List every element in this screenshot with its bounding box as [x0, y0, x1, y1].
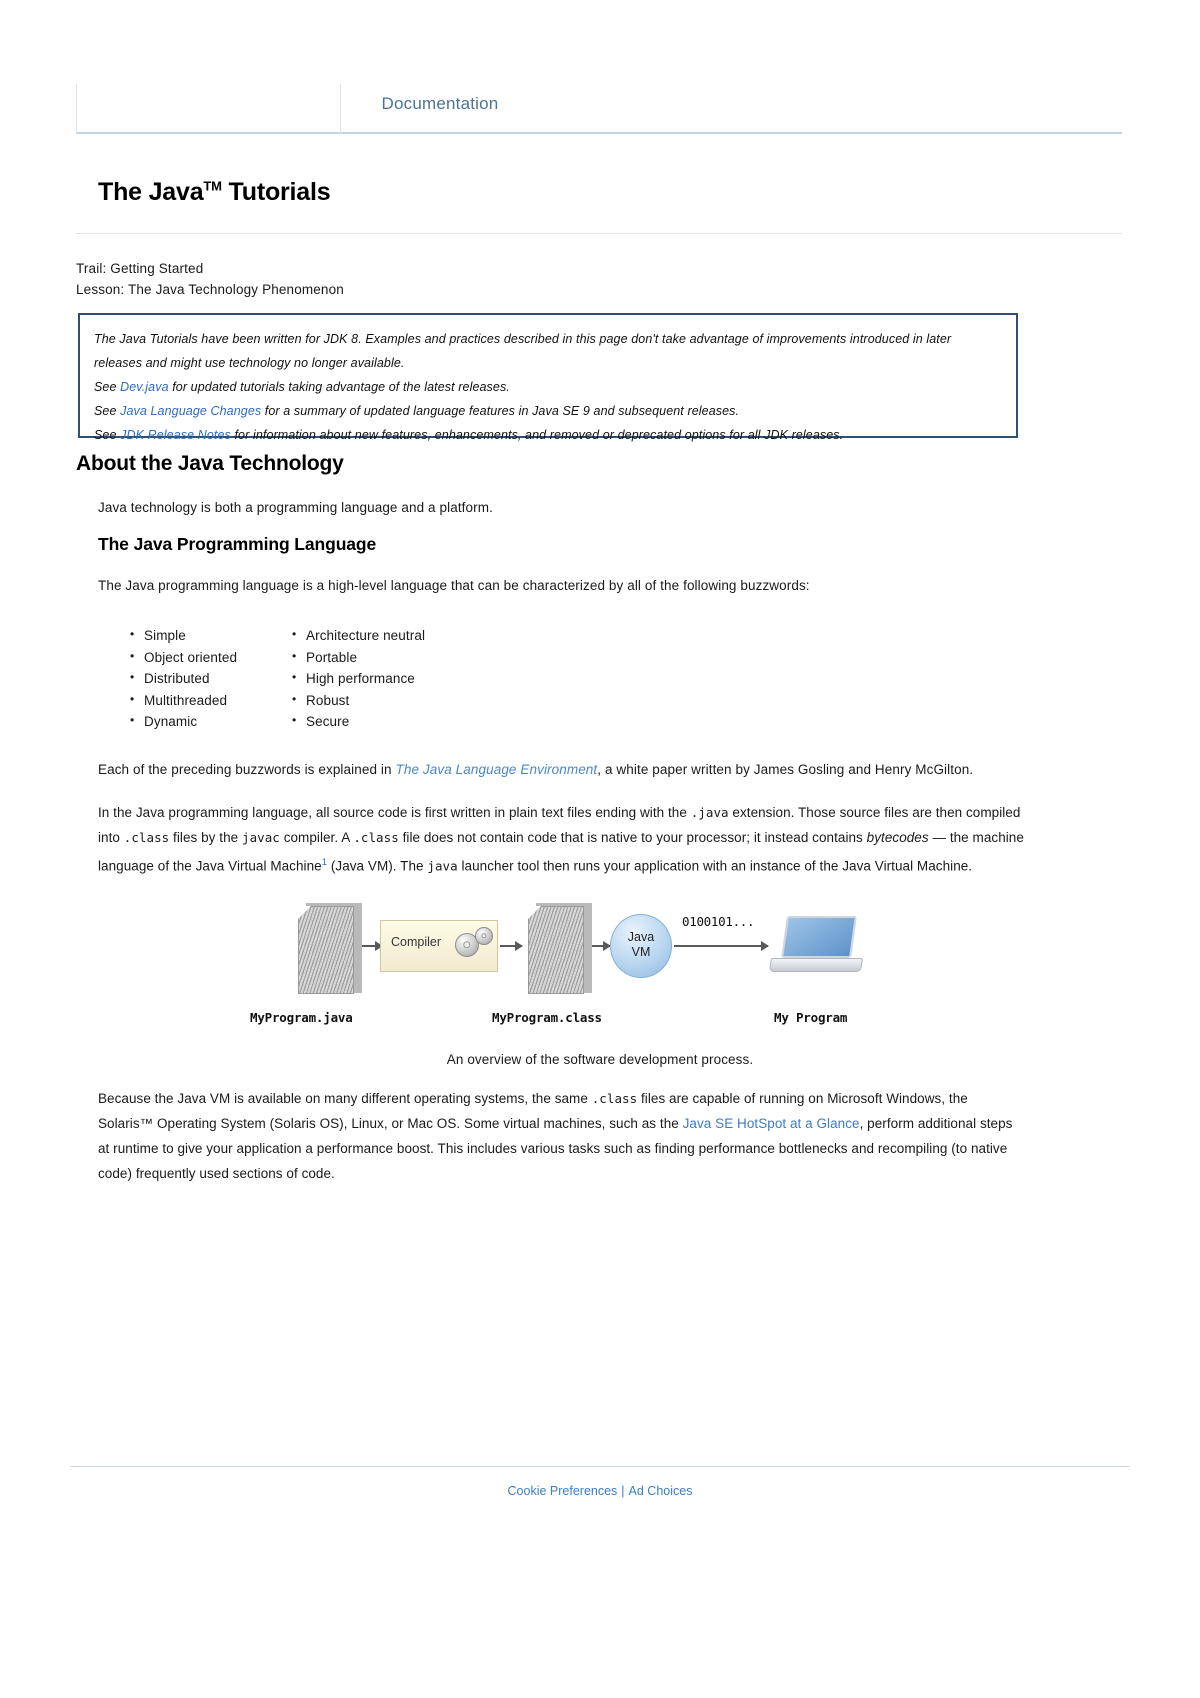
breadcrumb-trail: Trail: Getting Started [76, 261, 204, 276]
notice-line-4 [94, 423, 1002, 447]
list-item: • Secure [292, 711, 532, 733]
footnote-marker[interactable]: 1 [321, 857, 328, 868]
code-class-extension-2: .class [353, 830, 399, 845]
body-text-5: file does not contain code that is native to your processor; it instead contains [398, 830, 867, 845]
arrow-source-to-compiler [362, 945, 382, 947]
body-text-2: extension. Those source files are then compiled into [98, 805, 1021, 845]
caption-class-file: MyProgram.class [492, 1010, 602, 1025]
page-title-text: The Java [98, 178, 204, 206]
section-heading-about: About the Java Technology [76, 452, 344, 475]
breadcrumb-lesson: Lesson: The Java Technology Phenomenon [76, 282, 344, 297]
list-item: • Distributed [130, 668, 270, 690]
arrow-class-to-jvm [592, 945, 610, 947]
footer-separator: | [621, 1484, 625, 1498]
notice-3-pre: See [94, 404, 121, 418]
list-item: • Robust [292, 690, 532, 712]
ad-choices-link[interactable]: Ad Choices [628, 1484, 693, 1498]
notice-4-post: for information about new features, enhancements, and removed or deprecated options for all JDK releases. [230, 428, 844, 442]
body-text-4: compiler. A [279, 830, 354, 845]
compiler-label: Compiler [391, 935, 442, 949]
subsection-heading-language: The Java Programming Language [98, 534, 377, 554]
caption-program: My Program [774, 1010, 848, 1025]
list-item: • Dynamic [130, 711, 270, 733]
notice-line-3 [94, 399, 1002, 423]
breadcrumb [76, 258, 344, 300]
jvm-label-line2: VM [631, 945, 651, 959]
list-item: • Object oriented [130, 647, 270, 669]
list-item: • Architecture neutral [292, 625, 532, 647]
body-text-3: files by the [169, 830, 242, 845]
figure-caption: An overview of the software development process. [446, 1052, 754, 1067]
list-item: • Portable [292, 647, 532, 669]
class-file-icon [528, 900, 590, 992]
notice-line-1: The Java Tutorials have been written for JDK 8. Examples and practices described in this page don't take advantage of improvements introduced in later releases and might use technology no longer available. [94, 332, 952, 370]
code-javac: javac [242, 830, 280, 845]
gear-icon [475, 927, 493, 945]
body-text-7: (Java VM). The [327, 858, 428, 874]
arrow-compiler-to-class [500, 945, 522, 947]
version-notice-box [78, 313, 1018, 442]
code-class-extension: .class [123, 830, 170, 845]
source-file-icon [298, 900, 360, 992]
footer [0, 1484, 1200, 1498]
page-title-text-after: Tutorials [221, 178, 331, 206]
buzzwords-intro-paragraph: The Java programming language is a high-level language that can be characterized by all of the following buzzwords: [98, 578, 810, 593]
page-title [98, 178, 330, 207]
buzzwords-column-right [292, 625, 532, 733]
buzzwords-lists [98, 625, 618, 733]
jvm-platforms-paragraph [98, 1086, 1023, 1186]
cookie-preferences-link[interactable]: Cookie Preferences [507, 1484, 618, 1498]
each-pre-text: Each of the preceding buzzwords is explained in [98, 762, 396, 777]
italic-bytecodes: bytecodes [866, 830, 929, 845]
buzzwords-column-left [130, 625, 270, 733]
body-text-1: In the Java programming language, all source code is first written in plain text files ending with the [98, 805, 691, 820]
hotspot-link[interactable]: Java SE HotSpot at a Glance [682, 1116, 860, 1131]
jdk-release-notes-link[interactable]: JDK Release Notes [120, 428, 231, 442]
notice-3-post: for a summary of updated language features in Java SE 9 and subsequent releases. [261, 404, 740, 418]
each-post-text: , a white paper written by James Gosling and Henry McGilton. [597, 762, 974, 777]
code-java: java [427, 858, 458, 874]
buzzwords-explained-paragraph [98, 762, 1058, 777]
java-language-environment-link[interactable]: The Java Language Environment [395, 762, 598, 777]
code-java-extension: .java [690, 805, 729, 820]
bytecode-bits-label: 0100101... [682, 914, 755, 929]
notice-4-pre: See [94, 428, 121, 442]
compiler-box [380, 920, 498, 972]
body-text-8: launcher tool then runs your application with an instance of the Java Virtual Machine. [457, 858, 973, 874]
laptop-icon [770, 916, 862, 982]
arrow-jvm-to-program [674, 945, 768, 947]
body-text-6: — the machine language of the Java Virtual Machine [98, 830, 1024, 874]
caption-source-file: MyProgram.java [250, 1010, 353, 1025]
trademark-symbol: TM [203, 178, 222, 194]
because-text-2: files are capable of running on Microsoft Windows, the Solaris™ Operating System (Solaris OS), Linux, or Mac OS. Some virtual machines, such as the [98, 1091, 968, 1131]
notice-line-2 [94, 375, 1002, 399]
list-item: • High performance [292, 668, 532, 690]
java-language-changes-link[interactable]: Java Language Changes [120, 404, 262, 418]
list-item: • Simple [130, 625, 270, 647]
notice-2-post: for updated tutorials taking advantage of the latest releases. [168, 380, 510, 394]
software-development-process-diagram [250, 898, 890, 1038]
tab-divider-left [76, 84, 77, 134]
because-text-3: , perform additional steps at runtime to give your application a performance boost. This includes various tasks such as finding performance bottlenecks and recompiling (to native code) frequently used sections of code. [98, 1116, 1013, 1181]
compilation-paragraph [98, 800, 1028, 879]
nav-tab-documentation[interactable]: Documentation [381, 94, 499, 113]
notice-2-pre: See [94, 380, 121, 394]
intro-paragraph: Java technology is both a programming language and a platform. [98, 500, 493, 515]
because-text-1: Because the Java VM is available on many different operating systems, the same [98, 1091, 592, 1106]
page-title-container [76, 160, 1122, 234]
jvm-label-line1: Java [627, 930, 655, 944]
devjava-link[interactable]: Dev.java [120, 380, 169, 394]
java-vm-circle [610, 914, 672, 978]
list-item: • Multithreaded [130, 690, 270, 712]
footer-divider [70, 1466, 1130, 1467]
top-navigation-bar [76, 76, 1122, 134]
code-class-extension-3: .class [591, 1091, 638, 1106]
